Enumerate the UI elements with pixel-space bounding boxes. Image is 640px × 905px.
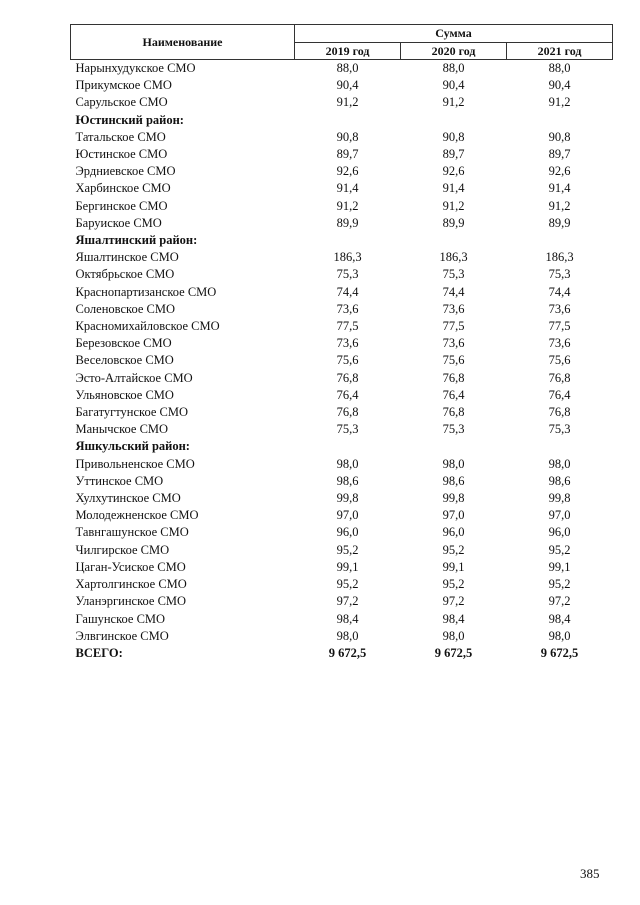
municipality-name: Харбинское СМО: [75, 181, 171, 196]
table-row: [71, 335, 613, 352]
table-row: [71, 94, 613, 111]
amount-cell: 91,4: [548, 181, 571, 196]
amount-cell: 9 672,5: [328, 645, 367, 660]
municipality-name: Октябрьское СМО: [75, 267, 175, 282]
table-row: [71, 77, 613, 94]
amount-cell: 99,1: [442, 559, 465, 574]
municipality-name: Красномихайловское СМО: [75, 319, 220, 334]
amount-cell: 92,6: [442, 164, 465, 179]
amount-cell: 91,2: [336, 198, 359, 213]
table-row: [71, 507, 613, 524]
municipality-name: Багатугтунское СМО: [75, 405, 189, 420]
amount-cell: [295, 438, 401, 455]
municipality-name: Прикумское СМО: [75, 78, 172, 93]
table-row: [71, 421, 613, 438]
district-heading: Яшалтинский район:: [75, 233, 198, 248]
table-row: [71, 198, 613, 215]
amount-cell: 95,2: [442, 542, 465, 557]
amount-cell: 73,6: [548, 301, 571, 316]
amount-cell: 73,6: [442, 301, 465, 316]
table-row: [71, 352, 613, 369]
table-row: [71, 146, 613, 163]
section-row: [71, 232, 613, 249]
amount-cell: 76,8: [336, 370, 359, 385]
amount-cell: 99,1: [336, 559, 359, 574]
municipality-name: Тавнгашунское СМО: [75, 525, 189, 540]
amount-cell: 90,4: [548, 78, 571, 93]
table-row: [71, 266, 613, 283]
amount-cell: 95,2: [336, 542, 359, 557]
amount-cell: 73,6: [336, 336, 359, 351]
header-year-2020: 2020 год: [401, 43, 507, 60]
municipality-name: Элвгинское СМО: [75, 628, 169, 643]
municipality-name: Хартолгинское СМО: [75, 577, 187, 592]
amount-cell: 98,0: [548, 628, 571, 643]
amount-cell: 89,7: [336, 147, 359, 162]
amount-cell: 98,0: [442, 628, 465, 643]
table-row: [71, 387, 613, 404]
amount-cell: 92,6: [336, 164, 359, 179]
table-row: [71, 215, 613, 232]
amount-cell: 76,4: [548, 387, 571, 402]
header-year-2019: 2019 год: [295, 43, 401, 60]
municipality-name: Соленовское СМО: [75, 301, 176, 316]
municipality-name: Молодежненское СМО: [75, 508, 199, 523]
amount-cell: [507, 112, 613, 129]
amount-cell: [507, 232, 613, 249]
amount-cell: 97,0: [442, 508, 465, 523]
amount-cell: 99,8: [442, 491, 465, 506]
table-body: [71, 60, 613, 663]
amount-cell: 97,0: [548, 508, 571, 523]
amount-cell: 186,3: [333, 250, 362, 265]
table-row: [71, 576, 613, 593]
amount-cell: 9 672,5: [434, 645, 473, 660]
amount-cell: 91,2: [336, 95, 359, 110]
amount-cell: 89,9: [548, 215, 571, 230]
municipality-name: Веселовское СМО: [75, 353, 174, 368]
table-row: [71, 490, 613, 507]
amount-cell: 77,5: [548, 319, 571, 334]
amount-cell: 97,2: [548, 594, 571, 609]
amount-cell: 90,8: [336, 129, 359, 144]
municipality-name: Уланэргинское СМО: [75, 594, 187, 609]
amount-cell: 98,4: [336, 611, 359, 626]
amount-cell: 77,5: [442, 319, 465, 334]
amount-cell: 98,0: [442, 456, 465, 471]
amount-cell: 74,4: [548, 284, 571, 299]
table-row: [71, 284, 613, 301]
amount-cell: 73,6: [548, 336, 571, 351]
amount-cell: 88,0: [442, 61, 465, 75]
table-row: [71, 456, 613, 473]
table-row: [71, 60, 613, 78]
header-sum: Сумма: [295, 25, 613, 43]
budget-table: [70, 24, 613, 662]
amount-cell: 91,2: [442, 198, 465, 213]
amount-cell: 95,2: [442, 577, 465, 592]
amount-cell: 74,4: [442, 284, 465, 299]
table-row: [71, 163, 613, 180]
amount-cell: 97,2: [442, 594, 465, 609]
amount-cell: 75,3: [442, 267, 465, 282]
amount-cell: [401, 232, 507, 249]
amount-cell: 90,8: [442, 129, 465, 144]
amount-cell: 88,0: [548, 61, 571, 75]
amount-cell: 76,4: [442, 387, 465, 402]
amount-cell: 89,7: [442, 147, 465, 162]
amount-cell: 89,9: [336, 215, 359, 230]
municipality-name: Чилгирское СМО: [75, 542, 170, 557]
amount-cell: 99,1: [548, 559, 571, 574]
table-row: [71, 180, 613, 197]
amount-cell: 98,4: [442, 611, 465, 626]
amount-cell: 96,0: [548, 525, 571, 540]
amount-cell: 75,3: [442, 422, 465, 437]
amount-cell: 95,2: [548, 542, 571, 557]
amount-cell: 99,8: [336, 491, 359, 506]
amount-cell: 90,4: [442, 78, 465, 93]
table-row: [71, 524, 613, 541]
municipality-name: Нарынхудукское СМО: [75, 61, 196, 75]
table-row: [71, 559, 613, 576]
municipality-name: Березовское СМО: [75, 336, 172, 351]
amount-cell: 89,9: [442, 215, 465, 230]
amount-cell: 88,0: [336, 61, 359, 75]
municipality-name: Хулхутинское СМО: [75, 491, 181, 506]
amount-cell: 99,8: [548, 491, 571, 506]
amount-cell: 98,6: [442, 473, 465, 488]
municipality-name: Цаган-Усиское СМО: [75, 559, 186, 574]
header-year-2021: 2021 год: [507, 43, 613, 60]
municipality-name: Манычское СМО: [75, 422, 169, 437]
table-row: [71, 370, 613, 387]
amount-cell: 76,4: [336, 387, 359, 402]
header-name: Наименование: [71, 25, 295, 60]
municipality-name: Ульяновское СМО: [75, 387, 174, 402]
amount-cell: [401, 112, 507, 129]
amount-cell: 89,7: [548, 147, 571, 162]
amount-cell: 97,2: [336, 594, 359, 609]
table-row: [71, 249, 613, 266]
table-row: [71, 542, 613, 559]
amount-cell: 186,3: [439, 250, 468, 265]
section-row: [71, 112, 613, 129]
amount-cell: 98,0: [336, 456, 359, 471]
amount-cell: [507, 438, 613, 455]
amount-cell: 98,6: [548, 473, 571, 488]
amount-cell: 97,0: [336, 508, 359, 523]
amount-cell: 98,0: [336, 628, 359, 643]
page-number: 385: [580, 866, 600, 881]
municipality-name: Краснопартизанское СМО: [75, 284, 217, 299]
table-row: [71, 628, 613, 645]
amount-cell: 75,3: [336, 422, 359, 437]
table-row: [71, 318, 613, 335]
total-label: ВСЕГО:: [75, 645, 123, 660]
municipality-name: Яшалтинское СМО: [75, 250, 179, 265]
table-row: [71, 129, 613, 146]
municipality-name: Сарульское СМО: [75, 95, 168, 110]
amount-cell: 76,8: [548, 405, 571, 420]
municipality-name: Баруиское СМО: [75, 215, 162, 230]
amount-cell: 91,2: [442, 95, 465, 110]
amount-cell: 75,6: [548, 353, 571, 368]
amount-cell: 74,4: [336, 284, 359, 299]
amount-cell: 75,3: [336, 267, 359, 282]
amount-cell: 95,2: [548, 577, 571, 592]
amount-cell: 95,2: [336, 577, 359, 592]
amount-cell: [295, 112, 401, 129]
district-heading: Юстинский район:: [75, 112, 184, 127]
municipality-name: Бергинское СМО: [75, 198, 168, 213]
amount-cell: 96,0: [442, 525, 465, 540]
municipality-name: Юстинское СМО: [75, 147, 168, 162]
amount-cell: 98,0: [548, 456, 571, 471]
amount-cell: 98,6: [336, 473, 359, 488]
municipality-name: Привольненское СМО: [75, 456, 195, 471]
table-row: [71, 301, 613, 318]
municipality-name: Татальское СМО: [75, 129, 166, 144]
amount-cell: 76,8: [548, 370, 571, 385]
amount-cell: 9 672,5: [540, 645, 579, 660]
amount-cell: 76,8: [336, 405, 359, 420]
amount-cell: 98,4: [548, 611, 571, 626]
municipality-name: Гашунское СМО: [75, 611, 166, 626]
table-row: [71, 473, 613, 490]
amount-cell: [401, 438, 507, 455]
section-row: [71, 438, 613, 455]
amount-cell: 73,6: [442, 336, 465, 351]
district-heading: Яшкульский район:: [75, 439, 190, 454]
amount-cell: 91,4: [336, 181, 359, 196]
amount-cell: 91,4: [442, 181, 465, 196]
amount-cell: 186,3: [545, 250, 574, 265]
amount-cell: 77,5: [336, 319, 359, 334]
amount-cell: 90,4: [336, 78, 359, 93]
table-row: [71, 593, 613, 610]
amount-cell: 73,6: [336, 301, 359, 316]
amount-cell: 92,6: [548, 164, 571, 179]
amount-cell: 76,8: [442, 405, 465, 420]
amount-cell: 90,8: [548, 129, 571, 144]
amount-cell: [295, 232, 401, 249]
amount-cell: 96,0: [336, 525, 359, 540]
municipality-name: Уттинское СМО: [75, 473, 164, 488]
amount-cell: 91,2: [548, 198, 571, 213]
table-row: [71, 611, 613, 628]
total-row: [71, 645, 613, 662]
amount-cell: 91,2: [548, 95, 571, 110]
amount-cell: 75,6: [442, 353, 465, 368]
municipality-name: Эсто-Алтайское СМО: [75, 370, 193, 385]
amount-cell: 75,3: [548, 267, 571, 282]
amount-cell: 75,3: [548, 422, 571, 437]
amount-cell: 75,6: [336, 353, 359, 368]
municipality-name: Эрдниевское СМО: [75, 164, 176, 179]
amount-cell: 76,8: [442, 370, 465, 385]
table-row: [71, 404, 613, 421]
